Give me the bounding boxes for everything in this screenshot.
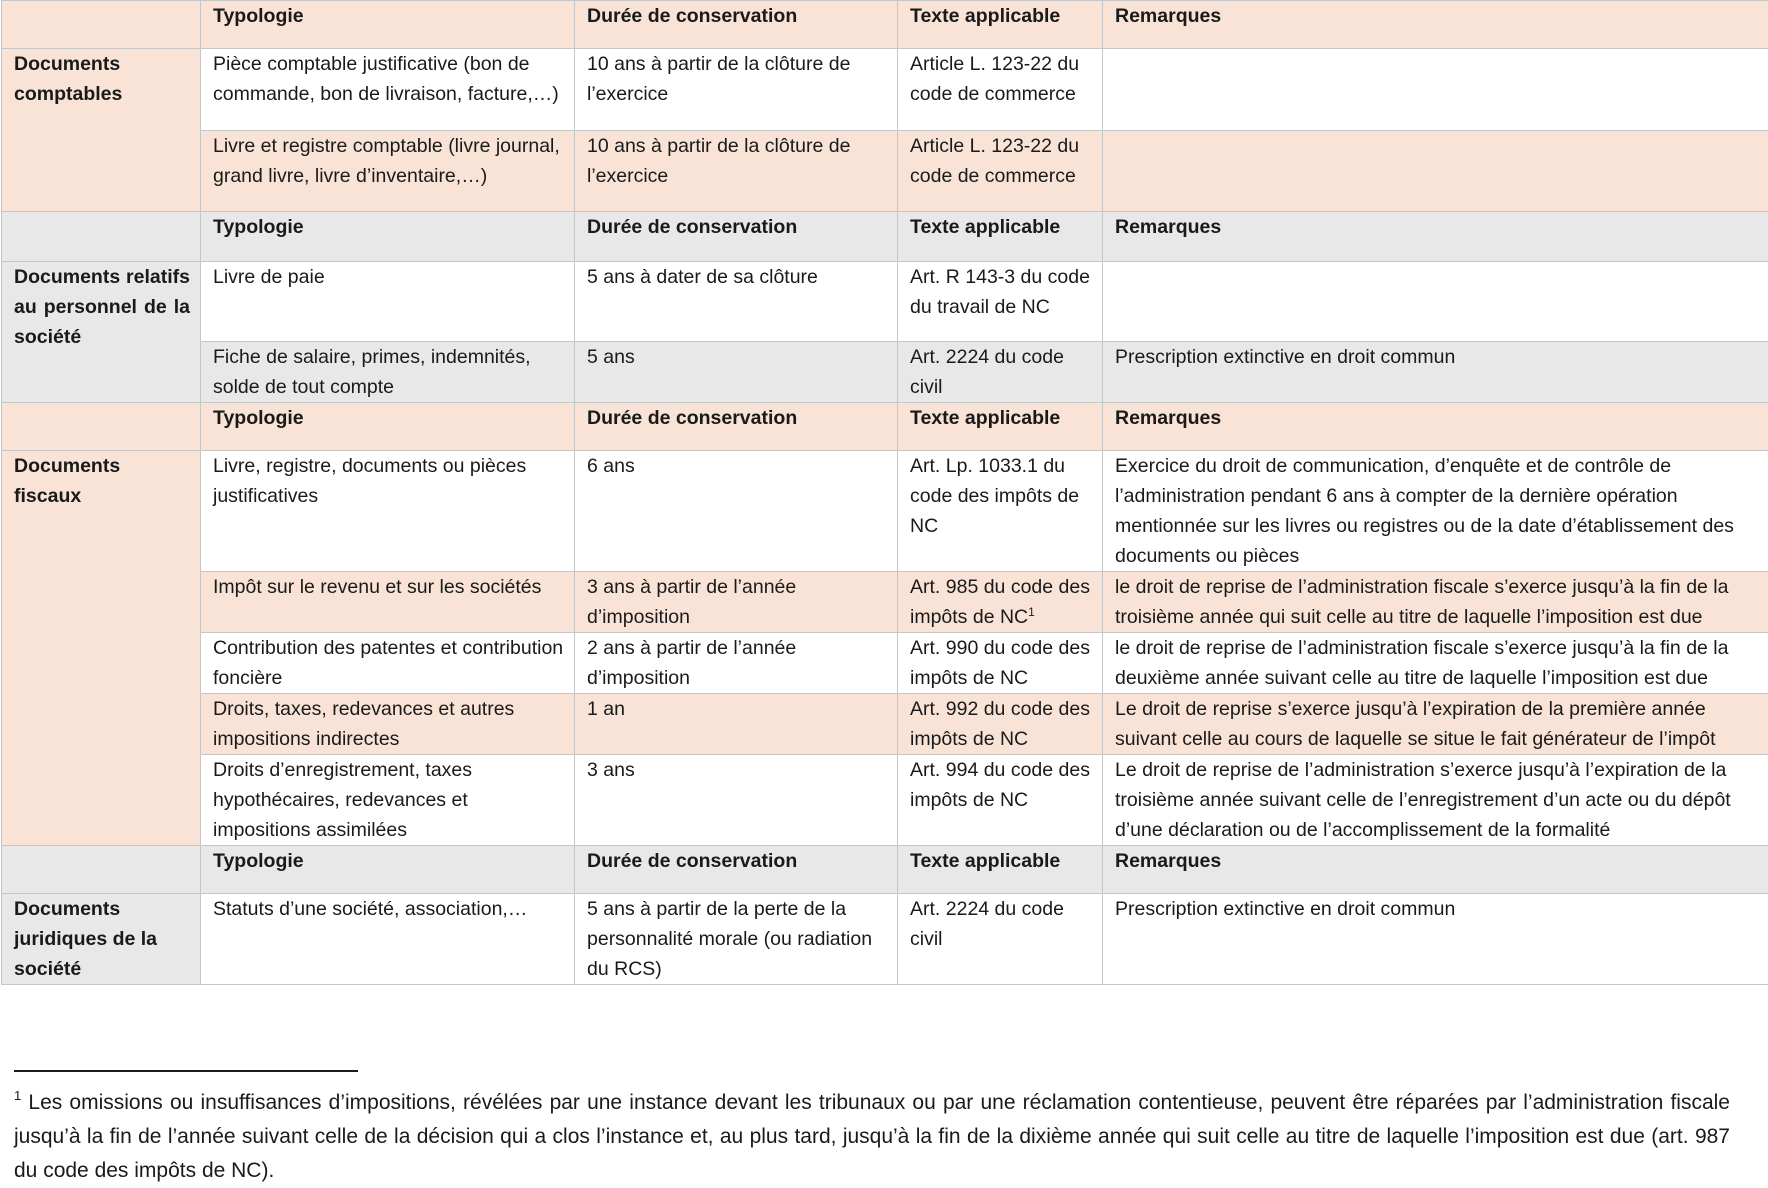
table-row bbox=[2, 755, 1768, 846]
footnote-ref[interactable]: 1 bbox=[1028, 605, 1035, 619]
cell-typologie: Livre, registre, documents ou pièces justificatives bbox=[201, 451, 575, 572]
header-remarques: Remarques bbox=[1103, 1, 1768, 49]
cell-duree: 10 ans à partir de la clôture de l’exercice bbox=[575, 49, 898, 131]
header-empty-cell bbox=[2, 403, 201, 451]
cell-duree: 5 ans bbox=[575, 342, 898, 403]
cell-duree: 3 ans à partir de l’année d’imposition bbox=[575, 572, 898, 633]
header-duree: Durée de conservation bbox=[575, 212, 898, 262]
header-texte: Texte applicable bbox=[898, 1, 1103, 49]
header-remarques: Remarques bbox=[1103, 212, 1768, 262]
footnote-separator bbox=[14, 1070, 358, 1072]
header-typologie: Typologie bbox=[201, 212, 575, 262]
cell-typologie: Livre de paie bbox=[201, 262, 575, 342]
header-texte: Texte applicable bbox=[898, 403, 1103, 451]
cell-typologie: Pièce comptable justificative (bon de commande, bon de livraison, facture,…) bbox=[201, 49, 575, 131]
cell-texte: Art. 2224 du code civil bbox=[898, 342, 1103, 403]
table-row bbox=[2, 131, 1768, 212]
cell-typologie: Fiche de salaire, primes, indemnités, solde de tout compte bbox=[201, 342, 575, 403]
header-texte: Texte applicable bbox=[898, 846, 1103, 894]
cell-typologie: Droits d’enregistrement, taxes hypothécaires, redevances et impositions assimilées bbox=[201, 755, 575, 846]
cell-duree: 3 ans bbox=[575, 755, 898, 846]
cell-remarques bbox=[1103, 49, 1768, 131]
cell-texte: Art. R 143-3 du code du travail de NC bbox=[898, 262, 1103, 342]
cell-typologie: Droits, taxes, redevances et autres impositions indirectes bbox=[201, 694, 575, 755]
cell-typologie: Contribution des patentes et contribution foncière bbox=[201, 633, 575, 694]
header-remarques: Remarques bbox=[1103, 403, 1768, 451]
cell-duree: 1 an bbox=[575, 694, 898, 755]
cell-duree: 5 ans à dater de sa clôture bbox=[575, 262, 898, 342]
header-texte: Texte applicable bbox=[898, 212, 1103, 262]
cell-remarques bbox=[1103, 262, 1768, 342]
cell-duree: 5 ans à partir de la perte de la personnalité morale (ou radiation du RCS) bbox=[575, 894, 898, 985]
footnote-text: Les omissions ou insuffisances d’impositions, révélées par une instance devant les tribunaux ou par une réclamation contentieuse, peuvent être réparées par l’administration fiscale jusqu’à la fin de l’année suivant celle de la décision qui a clos l’instance et, au plus tard, jusqu’à la fin de la dixième année qui suit celle au titre de laquelle l’imposition est due (art. 987 du code des impôts de NC). bbox=[14, 1091, 1730, 1182]
footnote-marker: 1 bbox=[14, 1088, 21, 1103]
table-row bbox=[2, 572, 1768, 633]
cell-duree: 6 ans bbox=[575, 451, 898, 572]
header-empty-cell bbox=[2, 1, 201, 49]
cell-typologie: Impôt sur le revenu et sur les sociétés bbox=[201, 572, 575, 633]
table-row bbox=[2, 49, 1768, 131]
cell-texte: Art. 992 du code des impôts de NC bbox=[898, 694, 1103, 755]
cell-texte: Article L. 123-22 du code de commerce bbox=[898, 49, 1103, 131]
cell-remarques: le droit de reprise de l’administration fiscale s’exerce jusqu’à la fin de la troisième année qui suit celle au titre de laquelle l’imposition est due bbox=[1103, 572, 1768, 633]
header-remarques: Remarques bbox=[1103, 846, 1768, 894]
footnote bbox=[14, 1086, 1730, 1188]
table-header-row bbox=[2, 846, 1768, 894]
section-title-fiscaux: Documents fiscaux bbox=[2, 451, 201, 846]
section-title-juridiques: Documents juridiques de la société bbox=[2, 894, 201, 985]
header-duree: Durée de conservation bbox=[575, 1, 898, 49]
section-title-comptables: Documents comptables bbox=[2, 49, 201, 212]
header-typologie: Typologie bbox=[201, 1, 575, 49]
cell-remarques: Le droit de reprise s’exerce jusqu’à l’expiration de la première année suivant celle au cours de laquelle se situe le fait générateur de l’impôt bbox=[1103, 694, 1768, 755]
header-empty-cell bbox=[2, 846, 201, 894]
cell-remarques: Prescription extinctive en droit commun bbox=[1103, 342, 1768, 403]
header-duree: Durée de conservation bbox=[575, 846, 898, 894]
header-duree: Durée de conservation bbox=[575, 403, 898, 451]
cell-texte-text: Art. 985 du code des impôts de NC bbox=[910, 576, 1090, 628]
cell-remarques: Exercice du droit de communication, d’enquête et de contrôle de l’administration pendant 6 ans à compter de la dernière opération mentionnée sur les livres ou registres ou de la date d’établissement des documents ou pièces bbox=[1103, 451, 1768, 572]
table-row bbox=[2, 342, 1768, 403]
cell-remarques: le droit de reprise de l’administration fiscale s’exerce jusqu’à la fin de la deuxième année suivant celle au titre de laquelle l’imposition est due bbox=[1103, 633, 1768, 694]
table-row bbox=[2, 894, 1768, 985]
cell-texte: Art. Lp. 1033.1 du code des impôts de NC bbox=[898, 451, 1103, 572]
section-title-personnel: Documents relatifs au personnel de la société bbox=[2, 262, 201, 403]
cell-texte: Article L. 123-22 du code de commerce bbox=[898, 131, 1103, 212]
table-row bbox=[2, 262, 1768, 342]
cell-texte: Art. 994 du code des impôts de NC bbox=[898, 755, 1103, 846]
header-empty-cell bbox=[2, 212, 201, 262]
table-header-row bbox=[2, 1, 1768, 49]
cell-texte: Art. 2224 du code civil bbox=[898, 894, 1103, 985]
table-header-row bbox=[2, 403, 1768, 451]
cell-texte: Art. 990 du code des impôts de NC bbox=[898, 633, 1103, 694]
cell-typologie: Livre et registre comptable (livre journal, grand livre, livre d’inventaire,…) bbox=[201, 131, 575, 212]
header-typologie: Typologie bbox=[201, 846, 575, 894]
cell-typologie: Statuts d’une société, association,… bbox=[201, 894, 575, 985]
cell-texte bbox=[898, 572, 1103, 633]
table-row bbox=[2, 633, 1768, 694]
cell-remarques: Prescription extinctive en droit commun bbox=[1103, 894, 1768, 985]
header-typologie: Typologie bbox=[201, 403, 575, 451]
cell-duree: 2 ans à partir de l’année d’imposition bbox=[575, 633, 898, 694]
table-row bbox=[2, 451, 1768, 572]
table-header-row bbox=[2, 212, 1768, 262]
cell-remarques: Le droit de reprise de l’administration s’exerce jusqu’à l’expiration de la troisième année suivant celle de l’enregistrement d’un acte ou du dépôt d’une déclaration ou de l’accomplissement de la formalité bbox=[1103, 755, 1768, 846]
cell-duree: 10 ans à partir de la clôture de l’exercice bbox=[575, 131, 898, 212]
retention-table bbox=[1, 0, 1768, 985]
cell-remarques bbox=[1103, 131, 1768, 212]
table-row bbox=[2, 694, 1768, 755]
